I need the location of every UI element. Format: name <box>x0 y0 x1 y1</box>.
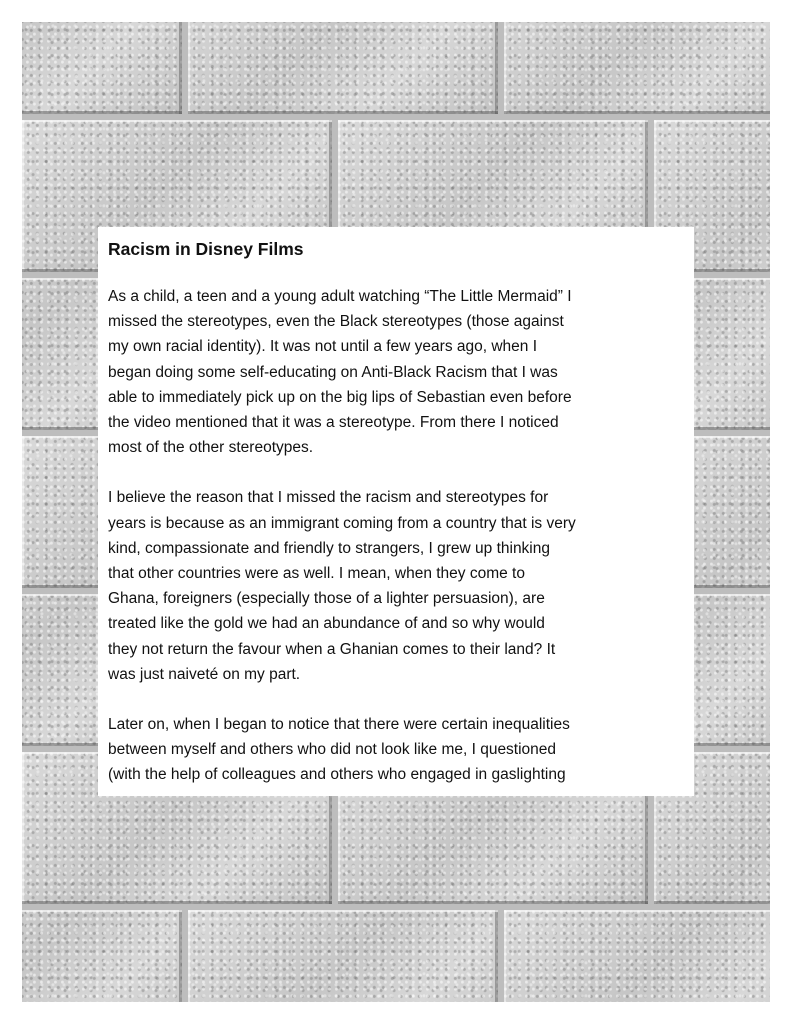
paragraph-2: I believe the reason that I missed the racism and stereotypes for years is because as an immigrant coming from a country that is very kind, compassionate and friendly to strangers, I grew up thinking that other countries were as well. I mean, when they come to Ghana, foreigners (especially those of a lighter persuasion), are treated like the gold we had an abundance of and so why would they not return the favour when a Ghanian comes to their land? It was just naiveté on my part. <box>108 489 576 683</box>
stone-block <box>504 910 770 1002</box>
paragraph-3: Later on, when I began to notice that there were certain inequalities between myself and others who did not look like me, I questioned (with the help of colleagues and others who engaged in gaslighting <box>108 716 570 784</box>
stone-block <box>188 22 498 114</box>
stone-block <box>22 910 182 1002</box>
stone-block <box>188 910 498 1002</box>
stone-block <box>504 22 770 114</box>
stone-block <box>22 22 182 114</box>
document-title: Racism in Disney Films <box>108 239 304 259</box>
text-panel <box>98 227 694 796</box>
paragraph-1: As a child, a teen and a young adult watching “The Little Mermaid” I missed the stereotypes, even the Black stereotypes (those against my own racial identity). It was not until a few years ago, when I began doing some self-educating on Anti-Black Racism that I was able to immediately pick up on the big lips of Sebastian even before the video mentioned that it was a stereotype. From there I noticed most of the other stereotypes. <box>108 288 572 457</box>
